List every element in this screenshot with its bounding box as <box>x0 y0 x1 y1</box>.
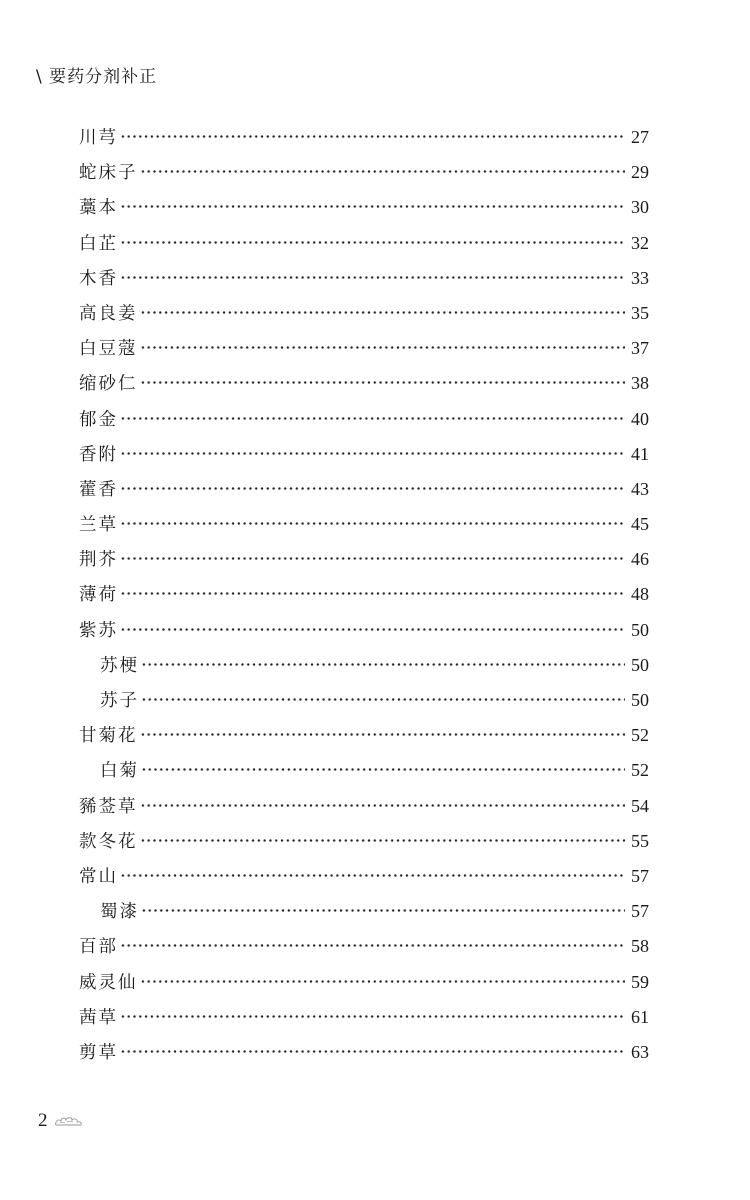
table-of-contents <box>79 120 649 1070</box>
toc-entry[interactable] <box>79 789 649 824</box>
toc-entry-title: 苏子 <box>100 691 139 711</box>
toc-entry[interactable] <box>79 296 649 331</box>
toc-entry[interactable] <box>79 402 649 437</box>
page-number: 2 <box>38 1110 48 1131</box>
toc-subentry[interactable] <box>79 753 649 788</box>
dot-leader <box>120 241 625 244</box>
toc-entry-title: 茜草 <box>79 1007 118 1028</box>
toc-entry-page: 61 <box>631 1006 649 1027</box>
toc-entry-page: 57 <box>631 865 649 886</box>
toc-entry-page: 32 <box>631 232 649 253</box>
dot-leader <box>120 135 625 138</box>
dot-leader <box>120 417 625 420</box>
toc-entry-page: 50 <box>631 654 649 675</box>
toc-entry-title: 蜀漆 <box>100 902 139 923</box>
toc-entry[interactable] <box>79 261 649 296</box>
toc-entry[interactable] <box>79 577 649 612</box>
toc-entry[interactable] <box>79 1000 649 1035</box>
dot-leader <box>140 170 626 173</box>
toc-entry[interactable] <box>79 718 649 753</box>
dot-leader <box>141 663 625 666</box>
dot-leader <box>120 1015 625 1018</box>
toc-entry-page: 43 <box>631 478 649 499</box>
toc-entry-page: 45 <box>631 514 649 535</box>
toc-entry-page: 57 <box>631 901 649 922</box>
toc-entry-page: 58 <box>631 936 649 957</box>
toc-entry-title: 甘菊花 <box>79 726 138 747</box>
toc-entry-page: 48 <box>631 584 649 605</box>
toc-entry-title: 款冬花 <box>79 831 138 852</box>
dot-leader <box>141 698 625 701</box>
toc-entry-title: 蛇床子 <box>79 163 138 184</box>
dot-leader <box>140 804 626 807</box>
dot-leader <box>120 522 625 525</box>
toc-entry[interactable] <box>79 965 649 1000</box>
toc-entry-title: 藿香 <box>79 479 118 500</box>
toc-entry-page: 30 <box>631 197 649 218</box>
toc-entry[interactable] <box>79 120 649 155</box>
toc-entry-title: 苏梗 <box>100 655 139 676</box>
toc-entry-page: 35 <box>631 302 649 323</box>
toc-subentry[interactable] <box>79 683 649 718</box>
dot-leader <box>140 311 626 314</box>
toc-entry[interactable] <box>79 824 649 859</box>
toc-subentry[interactable] <box>79 648 649 683</box>
toc-entry[interactable] <box>79 226 649 261</box>
toc-entry-page: 63 <box>631 1041 649 1062</box>
running-header: \ 要药分剂补正 <box>36 67 158 87</box>
dot-leader <box>140 346 626 349</box>
cloud-ornament-icon <box>54 1114 84 1128</box>
dot-leader <box>140 839 626 842</box>
toc-entry-page: 50 <box>631 690 649 710</box>
toc-entry-title: 百部 <box>79 937 118 958</box>
toc-entry-page: 52 <box>631 760 649 781</box>
toc-entry-page: 37 <box>631 338 649 359</box>
toc-entry-page: 33 <box>631 267 649 288</box>
dot-leader <box>120 205 625 208</box>
toc-entry[interactable] <box>79 472 649 507</box>
dot-leader <box>141 909 625 912</box>
toc-subentry[interactable] <box>79 894 649 929</box>
toc-entry[interactable] <box>79 155 649 190</box>
toc-entry-page: 55 <box>631 830 649 851</box>
page-footer <box>38 1110 84 1132</box>
toc-entry[interactable] <box>79 542 649 577</box>
dot-leader <box>120 276 625 279</box>
toc-entry[interactable] <box>79 859 649 894</box>
toc-entry[interactable] <box>79 437 649 472</box>
toc-entry-page: 50 <box>631 619 649 640</box>
toc-entry-title: 威灵仙 <box>79 972 138 993</box>
toc-entry[interactable] <box>79 1035 649 1070</box>
dot-leader <box>120 452 625 455</box>
toc-entry-title: 白芷 <box>79 233 118 254</box>
toc-entry-page: 27 <box>631 127 649 147</box>
toc-entry-title: 白菊 <box>100 761 139 782</box>
toc-entry[interactable] <box>79 366 649 401</box>
toc-entry-title: 郁金 <box>79 409 118 430</box>
dot-leader <box>140 733 626 736</box>
dot-leader <box>140 381 626 384</box>
toc-entry-page: 59 <box>631 971 649 992</box>
toc-entry-title: 白豆蔻 <box>79 339 138 360</box>
toc-entry[interactable] <box>79 613 649 648</box>
toc-entry-title: 兰草 <box>79 515 118 536</box>
toc-entry-title: 香附 <box>79 444 118 465</box>
toc-entry-title: 川芎 <box>79 128 118 148</box>
toc-entry-title: 紫苏 <box>79 620 118 641</box>
toc-entry-title: 高良姜 <box>79 303 138 324</box>
toc-entry-title: 豨莶草 <box>79 796 138 817</box>
toc-entry-page: 52 <box>631 725 649 746</box>
toc-entry-page: 46 <box>631 549 649 570</box>
toc-entry-page: 41 <box>631 443 649 464</box>
toc-entry-page: 29 <box>631 162 649 183</box>
dot-leader <box>120 592 625 595</box>
toc-entry-title: 藁本 <box>79 198 118 219</box>
toc-entry[interactable] <box>79 507 649 542</box>
toc-entry-page: 54 <box>631 795 649 816</box>
dot-leader <box>141 768 625 771</box>
toc-entry-title: 缩砂仁 <box>79 374 138 395</box>
toc-entry-page: 38 <box>631 373 649 394</box>
dot-leader <box>120 628 625 631</box>
toc-entry-title: 薄荷 <box>79 585 118 606</box>
toc-entry[interactable] <box>79 190 649 225</box>
toc-entry-title: 常山 <box>79 866 118 887</box>
dot-leader <box>120 944 625 947</box>
toc-entry-title: 木香 <box>79 268 118 289</box>
toc-entry-title: 剪草 <box>79 1042 118 1063</box>
toc-entry[interactable] <box>79 929 649 964</box>
dot-leader <box>120 874 625 877</box>
dot-leader <box>120 487 625 490</box>
toc-entry-page: 40 <box>631 408 649 429</box>
toc-entry[interactable] <box>79 331 649 366</box>
dot-leader <box>120 557 625 560</box>
dot-leader <box>140 980 626 983</box>
dot-leader <box>120 1050 625 1053</box>
toc-entry-title: 荆芥 <box>79 550 118 571</box>
